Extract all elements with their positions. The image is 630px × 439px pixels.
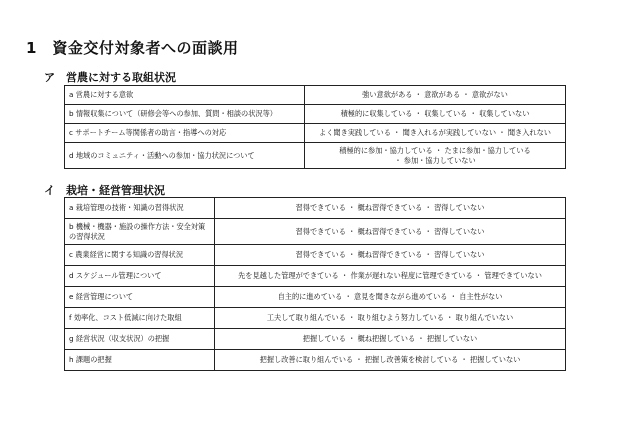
options-text: 自主的に進めている ・ 意見を聞きながら進めている ・ 自主性がない	[277, 292, 503, 301]
criterion-options	[215, 245, 566, 266]
table-row	[65, 198, 566, 219]
options-text: 工夫して取り組んでいる ・ 取り組むよう努力している ・ 取り組んでいない	[266, 313, 514, 322]
options-text: 積極的に参加・協力している ・ たまに参加・協力している	[339, 145, 531, 155]
criterion-label: f 効率化、コスト低減に向けた取組	[65, 308, 215, 329]
criterion-label: e 経営管理について	[65, 287, 215, 308]
section-a-table	[64, 85, 566, 169]
criterion-label: a 栽培管理の技術・知識の習得状況	[65, 198, 215, 219]
criterion-label: a 営農に対する意欲	[65, 86, 305, 105]
options-text: 先を見越した管理ができている ・ 作業が遅れない程度に管理できている ・ 管理できていない	[238, 271, 542, 280]
section-b-table	[64, 197, 566, 371]
criterion-options	[305, 105, 566, 124]
table-row	[65, 287, 566, 308]
criterion-label: c サポートチーム等関係者の助言・指導への対応	[65, 124, 305, 143]
options-text: ・ 参加・協力していない	[394, 155, 476, 165]
section-heading-a: ア 営農に対する取組状況	[44, 71, 176, 84]
table-row	[65, 143, 566, 169]
criterion-options	[305, 124, 566, 143]
criterion-label: c 農業経営に関する知識の習得状況	[65, 245, 215, 266]
criterion-options	[215, 350, 566, 371]
criterion-label: g 経営状況（収支状況）の把握	[65, 329, 215, 350]
options-text: 積極的に収集している ・ 収集している ・ 収集していない	[340, 109, 530, 118]
options-text: 習得できている ・ 概ね習得できている ・ 習得していない	[295, 203, 485, 212]
criterion-label: d 地域のコミュニティ・活動への参加・協力状況について	[65, 143, 305, 169]
criterion-options	[305, 143, 566, 169]
table-row	[65, 329, 566, 350]
table-row	[65, 124, 566, 143]
criterion-label: h 課題の把握	[65, 350, 215, 371]
table-row	[65, 105, 566, 124]
table-row	[65, 219, 566, 245]
table-row	[65, 350, 566, 371]
criterion-options	[305, 86, 566, 105]
criterion-label: b 機械・機器・施設の操作方法・安全対策の習得状況	[65, 219, 215, 245]
criterion-options	[215, 198, 566, 219]
criterion-options	[215, 266, 566, 287]
options-text: 把握している ・ 概ね把握している ・ 把握していない	[302, 334, 478, 343]
options-text: 把握し改善に取り組んでいる ・ 把握し改善策を検討している ・ 把握していない	[259, 355, 521, 364]
criterion-options	[215, 329, 566, 350]
table-row	[65, 86, 566, 105]
table-row	[65, 245, 566, 266]
options-text: 強い意欲がある ・ 意欲がある ・ 意欲がない	[362, 90, 508, 99]
criterion-label: d スケジュール管理について	[65, 266, 215, 287]
options-text: 習得できている ・ 概ね習得できている ・ 習得していない	[295, 226, 485, 236]
options-text: 習得できている ・ 概ね習得できている ・ 習得していない	[295, 250, 485, 259]
table-row	[65, 266, 566, 287]
page-title: 1 資金交付対象者への面談用	[26, 39, 239, 57]
criterion-label: b 情報収集について（研修会等への参加、質問・相談の状況等）	[65, 105, 305, 124]
table-row	[65, 308, 566, 329]
criterion-options	[215, 287, 566, 308]
section-heading-b: イ 栽培・経営管理状況	[44, 184, 165, 197]
criterion-options	[215, 219, 566, 245]
criterion-options	[215, 308, 566, 329]
options-text: よく聞き実践している ・ 聞き入れるが実践していない ・ 聞き入れない	[319, 128, 551, 137]
